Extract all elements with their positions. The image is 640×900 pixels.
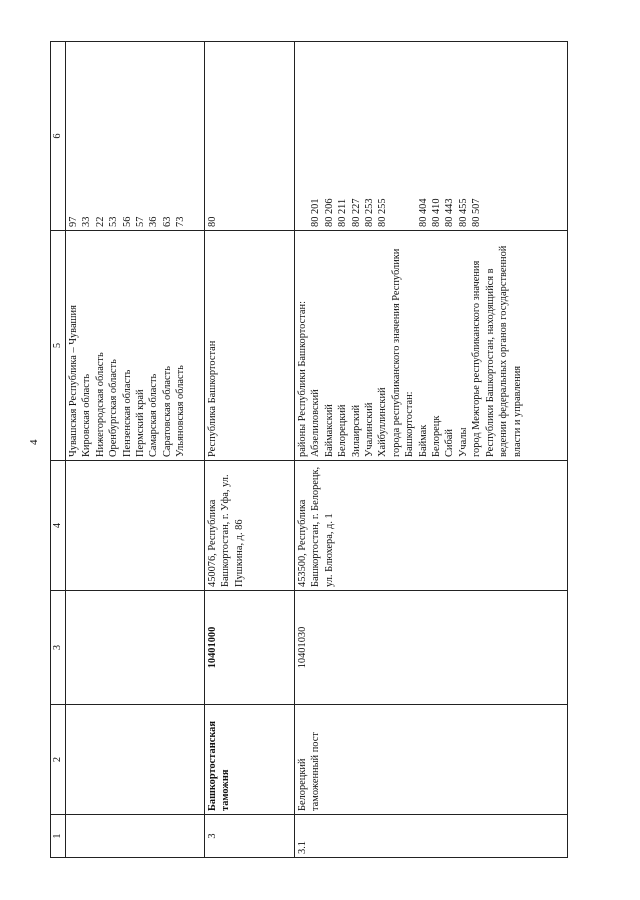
- region-name: Чувашская Республика – Чувашия: [68, 305, 79, 457]
- region-name: Республика Башкортостан: [207, 340, 218, 457]
- header-cell: 5: [51, 231, 66, 461]
- region-code: 56: [121, 216, 133, 227]
- region-code: 80 211: [337, 198, 349, 227]
- table-row: [295, 42, 568, 858]
- region-code: 80 253: [364, 198, 376, 227]
- office-code-cell: 10401000: [205, 591, 295, 705]
- region-name: Хайбуллинский: [377, 387, 389, 457]
- region-name: Ульяновская область: [175, 365, 187, 457]
- region-names-cell: [205, 231, 295, 461]
- region-name: районы Республики Башкортостан:: [297, 301, 308, 457]
- region-name: Учалы: [457, 427, 469, 457]
- table-row: [205, 42, 295, 858]
- region-code: 80 201: [310, 198, 322, 227]
- region-code: 80 443: [444, 198, 456, 227]
- header-cell: 4: [51, 461, 66, 591]
- table-row: [66, 42, 205, 858]
- region-code: 80: [207, 216, 218, 227]
- region-name: города республиканского значения Республики Башкортостан:: [390, 248, 416, 457]
- region-codes-cell: [295, 42, 568, 231]
- region-code: 63: [161, 216, 173, 227]
- office-name-cell: Башкортостанская таможня: [205, 705, 295, 815]
- region-code: 80 227: [350, 198, 362, 227]
- header-cell: 2: [51, 705, 66, 815]
- region-code: [403, 45, 416, 227]
- region-code: 80 507: [471, 198, 483, 227]
- region-name: Баймакский: [323, 404, 335, 457]
- region-name: Белорецкий: [337, 404, 349, 457]
- region-code: 36: [148, 216, 160, 227]
- row-number-cell: 3.1: [295, 815, 568, 858]
- region-name: Саратовская область: [161, 366, 173, 457]
- office-name-cell: Белорецкий таможенный пост: [295, 705, 568, 815]
- office-name-cell: [66, 705, 205, 815]
- row-number-cell: [66, 815, 205, 858]
- region-code: 57: [135, 216, 147, 227]
- region-code: 80 404: [417, 198, 429, 227]
- customs-table: [50, 41, 568, 858]
- region-name: Кировская область: [81, 373, 93, 457]
- region-code: 97: [68, 216, 79, 227]
- header-cell: 1: [51, 815, 66, 858]
- address-cell: 453500, Республика Башкортостан, г. Белорецк, ул. Блюхера, д. 1: [295, 461, 568, 591]
- region-name: город Межгорье республиканского значения Республики Башкортостан, находящийся в ведении федеральных органов государственной власти и управления: [471, 245, 523, 457]
- rotated-table-container: [50, 42, 595, 858]
- region-name: Белорецк: [431, 415, 443, 457]
- region-name: Оренбургская область: [108, 359, 120, 457]
- region-name: Сибай: [444, 429, 456, 457]
- region-code: [296, 45, 309, 227]
- region-code: 73: [175, 216, 187, 227]
- region-names-cell: [295, 231, 568, 461]
- region-name: Абзелиловский: [310, 389, 322, 457]
- region-name: Пензенская область: [121, 369, 133, 457]
- region-codes-cell: [205, 42, 295, 231]
- header-cell: 3: [51, 591, 66, 705]
- table-header-row: [51, 42, 66, 858]
- address-cell: 450076, Республика Башкортостан, г. Уфа, ул. Пушкина, д. 86: [205, 461, 295, 591]
- header-cell: 6: [51, 42, 66, 231]
- row-number-cell: 3: [205, 815, 295, 858]
- region-name: Самарская область: [148, 373, 160, 457]
- region-names-cell: [66, 231, 205, 461]
- region-code: 80 455: [457, 198, 469, 227]
- region-code: 53: [108, 216, 120, 227]
- region-name: Пермский край: [135, 389, 147, 457]
- region-code: [390, 45, 403, 227]
- region-code: 22: [94, 216, 106, 227]
- region-code: 80 255: [377, 198, 389, 227]
- region-code: 80 410: [431, 198, 443, 227]
- region-name: Нижегородская область: [94, 352, 106, 457]
- region-name: Баймак: [417, 424, 429, 457]
- page-number: 4: [28, 439, 40, 445]
- office-code-cell: 10401030: [295, 591, 568, 705]
- region-code: 33: [81, 216, 93, 227]
- office-code-cell: [66, 591, 205, 705]
- address-cell: [66, 461, 205, 591]
- region-codes-cell: [66, 42, 205, 231]
- region-code: 80 206: [323, 198, 335, 227]
- region-name: Учалинский: [364, 402, 376, 457]
- region-name: Зилаирский: [350, 404, 362, 457]
